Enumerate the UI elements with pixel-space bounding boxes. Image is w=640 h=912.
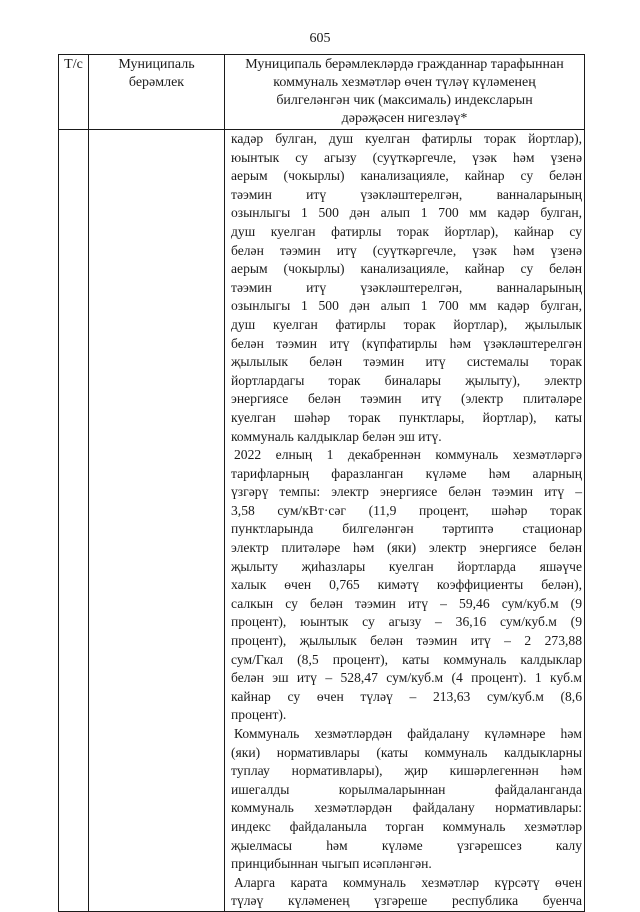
body-text-line: тәэмин итү үзәкләштерелгән, ванналарының bbox=[231, 186, 582, 202]
body-text-line: түләү күләменең үзгәреше республика буенча bbox=[231, 893, 582, 909]
body-text-line: электр плитәләре һәм (яки) электр энергиясе белән bbox=[231, 540, 582, 556]
body-text-line: йортлардагы торак биналары җылыту), электр bbox=[231, 372, 582, 388]
body-text-line: аерым (чокырлы) канализацияле, кайнар су белән bbox=[231, 261, 582, 277]
header-municipality-line: берәмлек bbox=[128, 75, 185, 90]
body-text-line: 2022 елның 1 декабреннән коммуналь хезмәтләргә bbox=[234, 447, 582, 463]
body-text-line: белән эш итү – 528,47 сум/куб.м (4 процент). 1 куб.м bbox=[231, 670, 582, 686]
body-text-line: тәэмин итү үзәкләштерелгән, ванналарының bbox=[231, 279, 582, 295]
body-text-line: (яки) нормативлары (каты коммуналь калдыкларны bbox=[231, 744, 582, 760]
body-text-line: җыелмасы һәм күләме үзгәрешсез калу bbox=[231, 837, 582, 853]
body-text-line: җылыту җиһазлары куелган йортларда яшәүче bbox=[231, 558, 582, 574]
page-number: 605 bbox=[309, 31, 331, 46]
header-number-label: Т/с bbox=[64, 57, 83, 72]
table-header-row bbox=[59, 55, 585, 130]
body-text-line: озынлыгы 1 500 дән алып 1 700 мм кадәр булган, bbox=[231, 205, 582, 221]
header-municipality-cell bbox=[89, 55, 225, 130]
body-text-line: халык өчен 0,765 кимәтү коэффициенты белән), bbox=[231, 577, 582, 593]
body-text-line: процент), җылылык белән тәэмин итү – 2 273,88 bbox=[231, 633, 582, 649]
header-justification-line: Муниципаль берәмлекләрдә гражданнар тарафыннан bbox=[245, 57, 564, 72]
body-text-line: кайнар су өчен түләү – 213,63 сум/куб.м (8,6 bbox=[231, 688, 582, 704]
municipality-cell bbox=[89, 130, 225, 912]
body-text-line: Коммуналь хезмәтләрдән файдалану күләмнәре һәм bbox=[234, 726, 582, 741]
body-text-line: Аларга карата коммуналь хезмәтләр күрсәтү өчен bbox=[234, 874, 582, 890]
body-text-line: коммуналь калдыклар белән эш итү. bbox=[231, 428, 442, 444]
header-number-cell bbox=[59, 55, 89, 130]
body-text-line: ишегалды корылмаларыннан файдаланганда bbox=[231, 781, 582, 797]
header-justification-line: билгеләнгән чик (максималь) индексларын bbox=[276, 93, 533, 108]
body-text-line: энергиясе белән тәэмин итү (электр плитәләре bbox=[231, 391, 582, 407]
body-text-line: куелган шәһәр торак пунктлары, йортлар), каты bbox=[231, 409, 582, 425]
header-municipality-line: Муниципаль bbox=[118, 57, 195, 72]
body-text-line: сум/Гкал (8,5 процент), каты коммуналь калдыклар bbox=[231, 651, 582, 667]
body-text-line: җылылык белән тәэмин итү системалы торак bbox=[231, 354, 582, 370]
body-text-line: озынлыгы 1 500 дән алып 1 700 мм кадәр булган, bbox=[231, 298, 582, 314]
body-text-line: пунктларында билгеләнгән тәртиптә стационар bbox=[231, 521, 582, 537]
header-justification-line: дәрәҗәсен нигезләү* bbox=[341, 111, 468, 126]
body-text-line: үзгәрү темпы: электр энергиясе белән тәэмин итү – bbox=[231, 484, 582, 500]
body-text-line: индекс файдаланыла торган коммуналь хезмәтләр bbox=[231, 818, 582, 834]
body-text-line: кадәр булган, душ куелган фатирлы торак йортлар), bbox=[231, 131, 582, 146]
body-text-line: юынтык су агызу (суүткәргечле, үзәк һәм үзенә bbox=[231, 149, 582, 165]
header-justification-line: коммуналь хезмәтләр өчен түләү күләменең bbox=[273, 75, 536, 90]
body-text-line: душ куелган фатирлы торак йортлар), кайнар су bbox=[231, 223, 582, 239]
body-text-line: принцибыннан чыгып исәпләнгән. bbox=[231, 856, 432, 872]
body-text-line: аерым (чокырлы) канализацияле, кайнар су белән bbox=[231, 168, 582, 184]
body-text-line: туплау нормативлары), җир кишәрлегеннән һәм bbox=[231, 763, 582, 779]
body-text-line: салкын су белән тәэмин итү – 59,46 сум/куб.м (9 bbox=[231, 595, 582, 611]
table-body-row bbox=[59, 130, 585, 912]
number-cell bbox=[59, 130, 89, 912]
header-justification-cell bbox=[225, 55, 585, 130]
body-text-line: тарифларның фаразланган күләме һәм аларның bbox=[231, 465, 582, 481]
body-text-line: душ куелган фатирлы торак йортлар), җылылык bbox=[231, 316, 582, 332]
body-text-line: белән тәэмин итү (күпфатирлы һәм үзәкләштерелгән bbox=[231, 335, 582, 351]
body-text-line: процент), юынтык су агызу – 36,16 сум/куб.м (9 bbox=[231, 614, 582, 630]
justification-text-cell bbox=[225, 130, 585, 912]
body-text-line: процент). bbox=[231, 707, 287, 723]
body-text-line: коммуналь хезмәтләрдән файдалану нормативлары: bbox=[231, 800, 582, 816]
document-table bbox=[58, 54, 585, 912]
body-text-line: белән тәэмин итү (суүткәргечле, үзәк һәм үзенә bbox=[231, 242, 582, 258]
body-text-line: 3,58 сум/кВт·сәг (11,9 процент, шәһәр торак bbox=[231, 502, 582, 518]
